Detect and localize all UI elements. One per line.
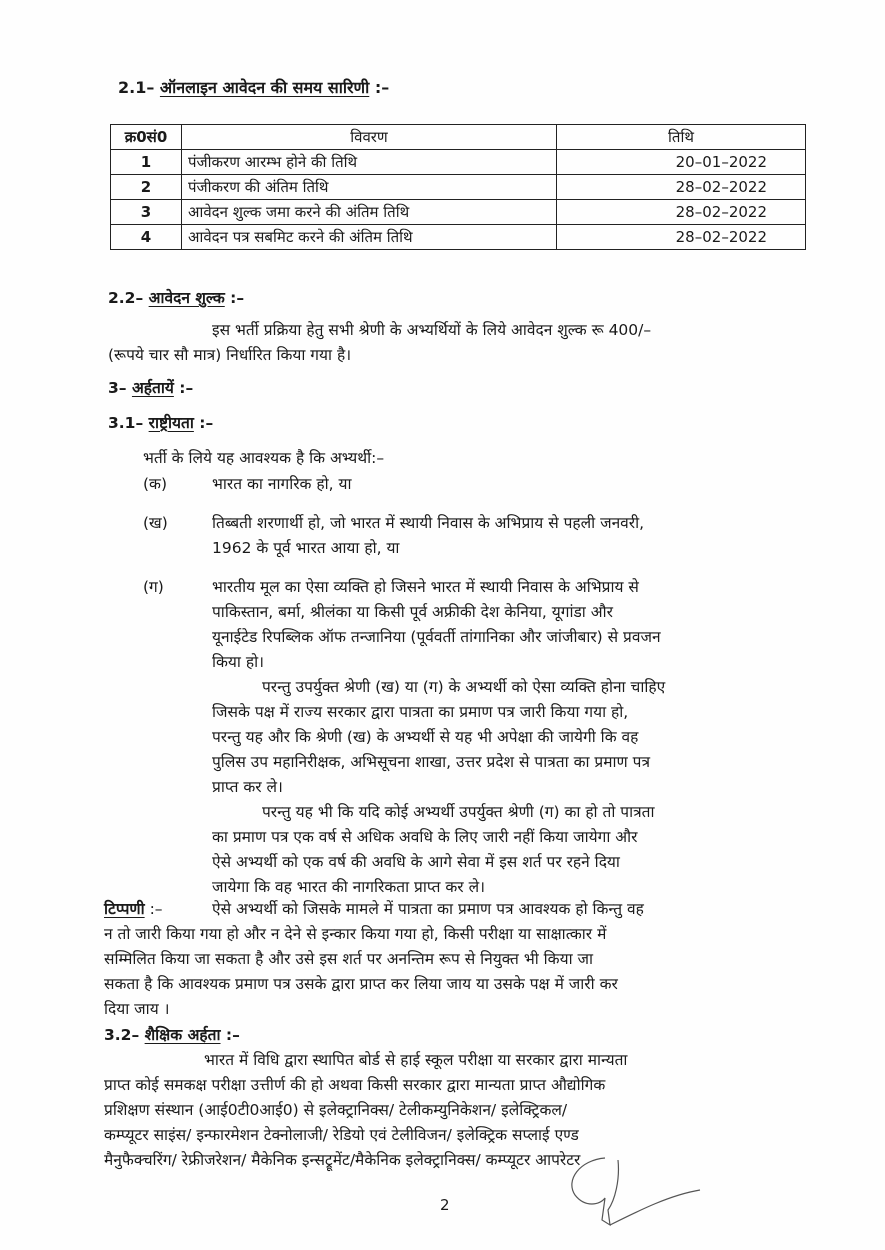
table-row <box>111 150 806 175</box>
row-date: 28–02–2022 <box>557 175 806 200</box>
row-date: 28–02–2022 <box>557 200 806 225</box>
section-suffix: :– <box>374 78 390 97</box>
section-suffix: :– <box>230 289 245 307</box>
item-ga-line-3: यूनाईटेड रिपब्लिक ऑफ तन्जानिया (पूर्ववर्ती तांगानिका और जांजीबार) से प्रवजन <box>212 628 661 646</box>
note-line-1: ऐसे अभ्यर्थी को जिसके मामले में पात्रता का प्रमाण पत्र आवश्यक हो किन्तु वह <box>212 900 644 918</box>
section-number: 3.1– <box>108 414 144 432</box>
table-header-row <box>111 125 806 150</box>
item-label-ka: (क) <box>143 475 167 493</box>
item-ga-line-4: किया हो। <box>212 653 264 671</box>
item-ka-line-1: भारत का नागरिक हो, या <box>212 475 352 493</box>
education-line-3: प्रशिक्षण संस्थान (आई0टी0आई0) से इलेक्ट्रानिक्स/ टेलीकम्युनिकेशन/ इलेक्ट्रिकल/ <box>104 1101 568 1119</box>
section-2-1-heading <box>118 78 389 98</box>
item-ga-line-1: भारतीय मूल का ऐसा व्यक्ति हो जिसने भारत में स्थायी निवास के अभिप्राय से <box>212 578 639 596</box>
header-sno: क्र0सं0 <box>111 125 182 150</box>
item-kha-line-2: 1962 के पूर्व भारत आया हो, या <box>212 539 400 557</box>
row-date: 20–01–2022 <box>557 150 806 175</box>
proviso-2-line-1: परन्तु यह भी कि यदि कोई अभ्यर्थी उपर्युक्त श्रेणी (ग) का हो तो पात्रता <box>262 803 655 821</box>
section-3-1-heading <box>108 413 213 433</box>
item-kha-line-1: तिब्बती शरणार्थी हो, जो भारत में स्थायी निवास के अभिप्राय से पहली जनवरी, <box>212 514 645 532</box>
section-3-2-heading <box>104 1025 240 1045</box>
note-line-2: न तो जारी किया गया हो और न देने से इन्कार किया गया हो, किसी परीक्षा या साक्षात्कार में <box>104 925 607 943</box>
nationality-intro: भर्ती के लिये यह आवश्यक है कि अभ्यर्थी:– <box>143 449 385 467</box>
table-row <box>111 175 806 200</box>
row-description: पंजीकरण आरम्भ होने की तिथि <box>182 150 557 175</box>
section-number: 2.1– <box>118 78 155 97</box>
proviso-1-line-4: पुलिस उप महानिरीक्षक, अभिसूचना शाखा, उत्तर प्रदेश से पात्रता का प्रमाण पत्र <box>212 753 651 771</box>
note-line-3: सम्मिलित किया जा सकता है और उसे इस शर्त पर अनन्तिम रूप से नियुक्त भी किया जा <box>104 950 594 968</box>
item-ga-line-2: पाकिस्तान, बर्मा, श्रीलंका या किसी पूर्व अफ्रीकी देश केनिया, यूगांडा और <box>212 603 613 621</box>
note-line-5: दिया जाय । <box>104 1000 170 1018</box>
row-sno: 3 <box>111 200 182 225</box>
proviso-2-line-3: ऐसे अभ्यर्थी को एक वर्ष की अवधि के आगे सेवा में इस शर्त पर रहने दिया <box>212 853 620 871</box>
row-sno: 1 <box>111 150 182 175</box>
table-row <box>111 225 806 250</box>
note-line-4: सकता है कि आवश्यक प्रमाण पत्र उसके द्वारा प्राप्त कर लिया जाय या उसके पक्ष में जारी कर <box>104 975 618 993</box>
education-line-2: प्राप्त कोई समकक्ष परीक्षा उत्तीर्ण की हो अथवा किसी सरकार द्वारा मान्यता प्राप्त औद्योगिक <box>104 1076 606 1094</box>
proviso-1-line-2: जिसके पक्ष में राज्य सरकार द्वारा पात्रता का प्रमाण पत्र जारी किया गया हो, <box>212 703 629 721</box>
section-3-heading <box>108 378 193 398</box>
section-number: 3.2– <box>104 1026 140 1044</box>
section-title: ऑनलाइन आवेदन की समय सारिणी <box>159 78 370 97</box>
proviso-1-line-1: परन्तु उपर्युक्त श्रेणी (ख) या (ग) के अभ्यर्थी को ऐसा व्यक्ति होना चाहिए <box>262 678 666 696</box>
proviso-2-line-2: का प्रमाण पत्र एक वर्ष से अधिक अवधि के लिए जारी नहीं किया जायेगा और <box>212 828 638 846</box>
section-2-2-heading <box>108 288 244 308</box>
education-line-4: कम्प्यूटर साइंस/ इन्फारमेशन टेक्नोलाजी/ रेडियो एवं टेलीविजन/ इलेक्ट्रिक सप्लाई एण्ड <box>104 1126 579 1144</box>
note-label <box>104 899 163 919</box>
row-description: आवेदन शुल्क जमा करने की अंतिम तिथि <box>182 200 557 225</box>
fee-line-1: इस भर्ती प्रक्रिया हेतु सभी श्रेणी के अभ्यर्थियों के लिये आवेदन शुल्क रू 400/– <box>212 321 652 339</box>
header-description: विवरण <box>182 125 557 150</box>
row-date: 28–02–2022 <box>557 225 806 250</box>
section-number: 3– <box>108 379 127 397</box>
row-description: पंजीकरण की अंतिम तिथि <box>182 175 557 200</box>
section-suffix: :– <box>179 379 194 397</box>
proviso-1-line-5: प्राप्त कर ले। <box>212 778 283 796</box>
item-label-ga: (ग) <box>143 578 164 596</box>
section-title: राष्ट्रीयता <box>148 414 194 432</box>
row-sno: 2 <box>111 175 182 200</box>
proviso-2-line-4: जायेगा कि वह भारत की नागरिकता प्राप्त कर ले। <box>212 878 485 896</box>
section-number: 2.2– <box>108 289 144 307</box>
signature-icon <box>560 1150 710 1240</box>
section-suffix: :– <box>225 1026 240 1044</box>
table-row <box>111 200 806 225</box>
page-number: 2 <box>440 1196 450 1214</box>
row-sno: 4 <box>111 225 182 250</box>
section-title: अर्हतायें <box>131 379 174 397</box>
note-title: टिप्पणी <box>104 900 145 918</box>
item-label-kha: (ख) <box>143 514 168 532</box>
education-line-5: मैनुफैक्चरिंग/ रेफ्रीजरेशन/ मैकेनिक इन्सट्रूमेंट/मैकेनिक इलेक्ट्रानिक्स/ कम्प्यूटर आपरेटर <box>104 1151 581 1169</box>
section-title: आवेदन शुल्क <box>148 289 225 307</box>
header-date: तिथि <box>557 125 806 150</box>
fee-line-2: (रूपये चार सौ मात्र) निर्धारित किया गया है। <box>108 346 352 364</box>
row-description: आवेदन पत्र सबमिट करने की अंतिम तिथि <box>182 225 557 250</box>
education-line-1: भारत में विधि द्वारा स्थापित बोर्ड से हाई स्कूल परीक्षा या सरकार द्वारा मान्यता <box>204 1051 628 1069</box>
note-suffix: :– <box>149 900 163 918</box>
section-title: शैक्षिक अर्हता <box>144 1026 221 1044</box>
schedule-table <box>110 124 806 250</box>
section-suffix: :– <box>199 414 214 432</box>
proviso-1-line-3: परन्तु यह और कि श्रेणी (ख) के अभ्यर्थी से यह भी अपेक्षा की जायेगी कि वह <box>212 728 639 746</box>
